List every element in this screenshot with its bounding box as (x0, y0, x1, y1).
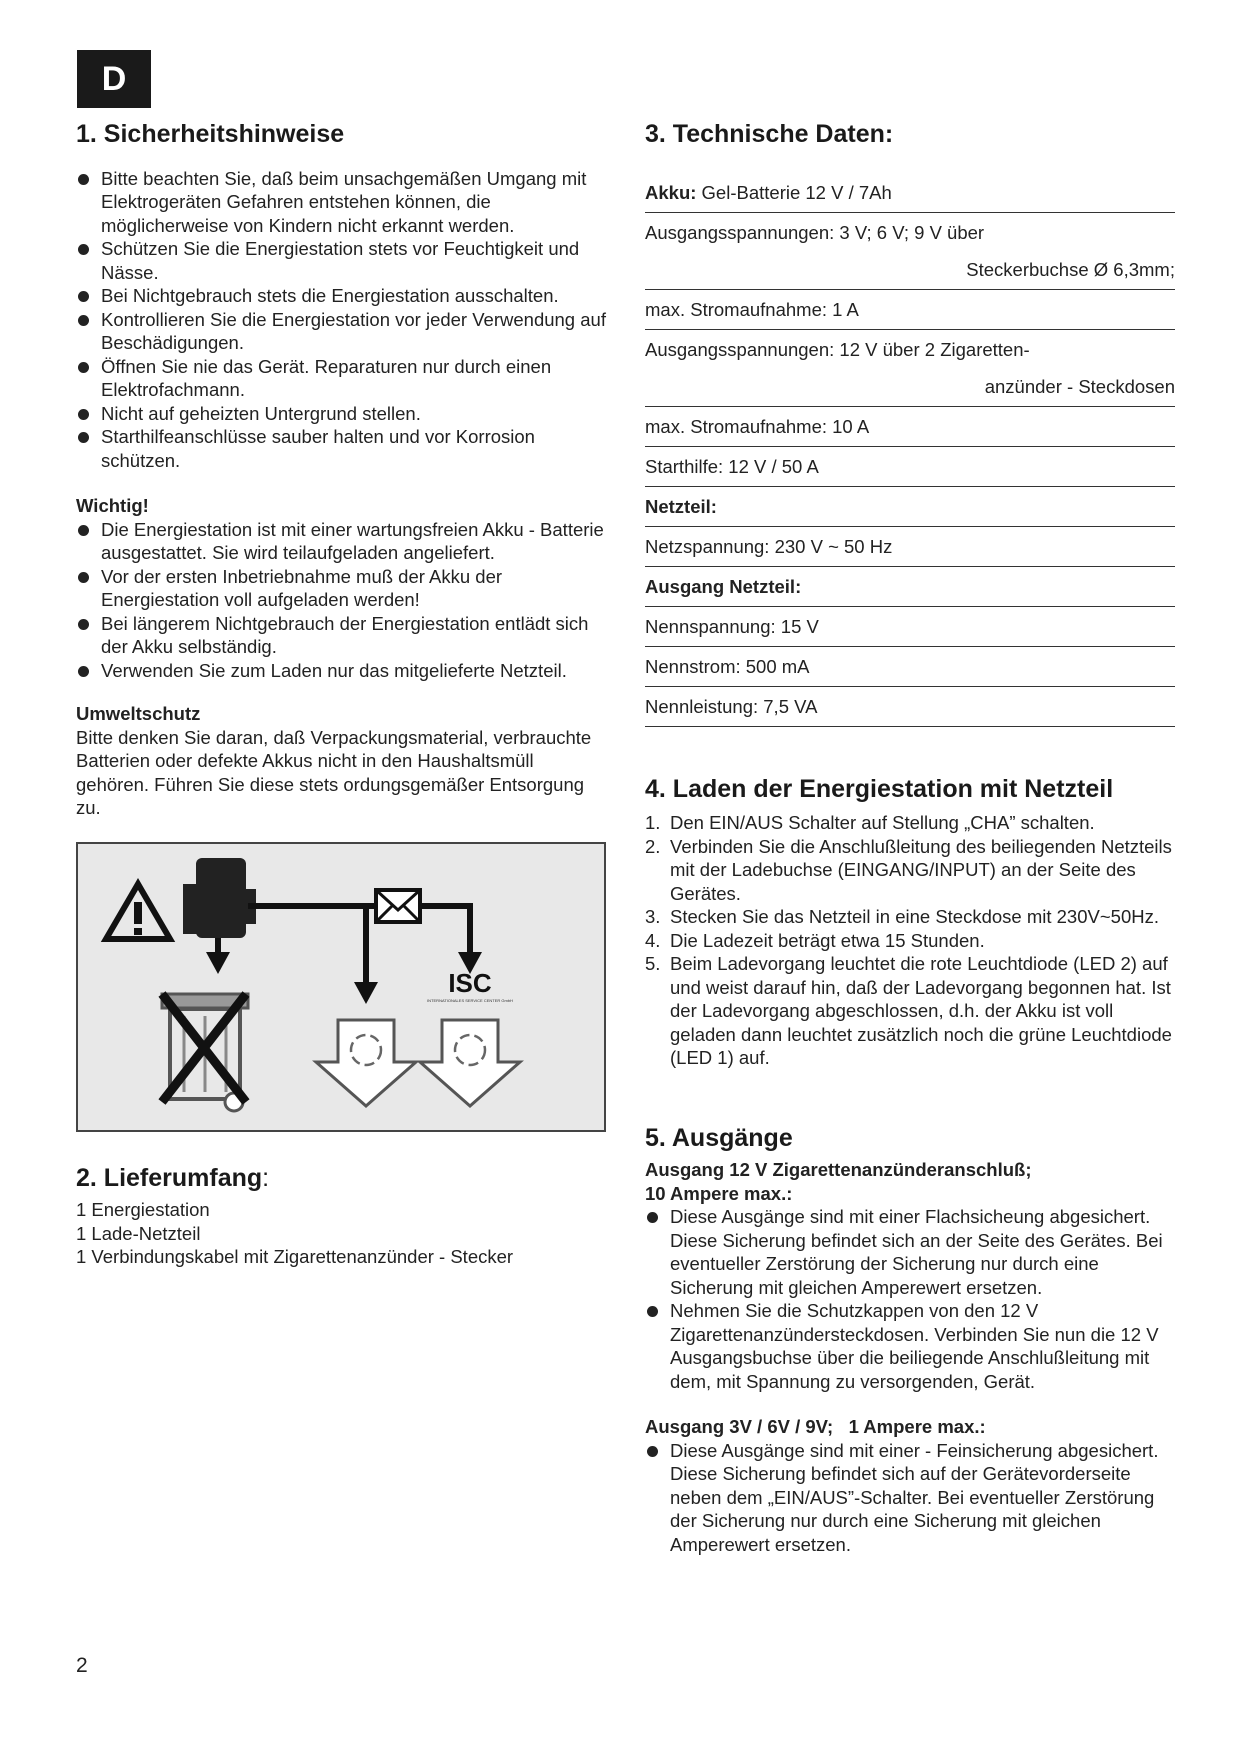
list-item: Verwenden Sie zum Laden nur das mitgelieferte Netzteil. (76, 659, 606, 683)
bullet-icon (647, 1446, 658, 1457)
spec-row: max. Stromaufnahme: 1 A (645, 290, 1175, 330)
logo-text: ISC (448, 967, 492, 998)
section3-title: 3. Technische Daten: (645, 120, 894, 148)
bullet-icon (647, 1306, 658, 1317)
recycle-icon (420, 1020, 520, 1106)
list-item: Starthilfeanschlüsse sauber halten und vor Korrosion schützen. (76, 425, 606, 472)
list-item: Diese Ausgänge sind mit einer Flachsicheung abgesichert. Diese Sicherung befindet sich an der Seite des Gerätes. Bei eventueller Zerstörung der Sicherung nur durch eine Sicherung mit gleichen Amperewert ersetzen. (645, 1205, 1175, 1299)
outputs-low-list (645, 1439, 1175, 1557)
spec-row: Starthilfe: 12 V / 50 A (645, 447, 1175, 487)
safety-list (76, 167, 606, 473)
device-icon (183, 858, 256, 938)
important-title: Wichtig! (76, 495, 149, 516)
list-item: Diese Ausgänge sind mit einer - Feinsicherung abgesichert. Diese Sicherung befindet sich auf der Gerätevorderseite neben dem „EIN/AUS”-Schalter. Bei eventueller Zerstörung der Sicherung nur durch eine Sicherung mit gleichen Amperewert ersetzen. (645, 1439, 1175, 1557)
outputs-12v-title: Ausgang 12 V Zigarettenanzünderanschluß; (645, 1159, 1032, 1180)
spec-row: max. Stromaufnahme: 10 A (645, 407, 1175, 447)
bullet-icon (78, 619, 89, 630)
list-item: 2. Verbinden Sie die Anschlußleitung des beiliegenden Netzteils mit der Ladebuchse (EINGANG/INPUT) an der Seite des Gerätes. (645, 835, 1172, 904)
environment-title: Umweltschutz (76, 703, 201, 724)
important-list (76, 518, 606, 683)
list-item: Bei Nichtgebrauch stets die Energiestation ausschalten. (76, 284, 606, 308)
spec-table (645, 173, 1175, 727)
crossed-bin-icon (162, 994, 248, 1111)
arrow-icon (206, 952, 230, 974)
list-item: Vor der ersten Inbetriebnahme muß der Akku der Energiestation voll aufgeladen werden! (76, 565, 606, 612)
list-item: Die Energiestation ist mit einer wartungsfreien Akku - Batterie ausgestattet. Sie wird teilaufgeladen angeliefert. (76, 518, 606, 565)
spec-row: Netzspannung: 230 V ~ 50 Hz (645, 527, 1175, 567)
bullet-icon (78, 432, 89, 443)
envelope-icon (376, 890, 420, 922)
spec-row: Akku: Gel-Batterie 12 V / 7Ah (645, 173, 1175, 213)
bullet-icon (78, 291, 89, 302)
language-tag: D (77, 50, 151, 108)
environment-text: Bitte denken Sie daran, daß Verpackungsmaterial, verbrauchte Batterien oder defekte Akkus nicht in den Haushaltsmüll gehören. Führen Sie diese stets ordungsgemäßer Entsorgung zu. (76, 726, 592, 818)
delivery-item: 1 Lade-Netzteil (76, 1222, 201, 1244)
outputs-12v-title-2: 10 Ampere max.: (645, 1182, 793, 1204)
charging-steps (645, 811, 1175, 1070)
spec-row: Ausgangsspannungen: 12 V über 2 Zigaretten- anzünder - Steckdosen (645, 330, 1175, 407)
isc-logo (427, 968, 513, 1003)
bullet-icon (78, 362, 89, 373)
list-item: Schützen Sie die Energiestation stets vor Feuchtigkeit und Nässe. (76, 237, 606, 284)
list-item: 4. Die Ladezeit beträgt etwa 15 Stunden. (645, 929, 985, 951)
bullet-icon (78, 244, 89, 255)
section2-title: 2. Lieferumfang: (76, 1163, 270, 1192)
left-column (76, 118, 606, 1269)
list-item: Nehmen Sie die Schutzkappen von den 12 V Zigarettenanzündersteckdosen. Verbinden Sie nun die 12 V Ausgangsbuchse über die beiliegende Anschlußleitung mit dem, mit Spannung zu versorgenden, Gerät. (645, 1299, 1175, 1393)
bullet-icon (78, 174, 89, 185)
section4-title: 4. Laden der Energiestation mit Netzteil (645, 774, 1114, 803)
list-item: 3. Stecken Sie das Netzteil in eine Steckdose mit 230V~50Hz. (645, 906, 1159, 927)
list-item: Nicht auf geheizten Untergrund stellen. (76, 402, 606, 426)
outputs-12v-list (645, 1205, 1175, 1393)
bullet-icon (78, 409, 89, 420)
page-number: 2 (76, 1654, 88, 1677)
delivery-item: 1 Energiestation (76, 1199, 210, 1220)
bullet-icon (78, 666, 89, 677)
section1-title: 1. Sicherheitshinweise (76, 120, 345, 148)
spec-row: Nennspannung: 15 V (645, 607, 1175, 647)
bullet-icon (78, 572, 89, 583)
list-item: Bei längerem Nichtgebrauch der Energiestation entlädt sich der Akku selbständig. (76, 612, 606, 659)
right-column (645, 118, 1175, 1556)
spec-row: Ausgangsspannungen: 3 V; 6 V; 9 V über Steckerbuchse Ø 6,3mm; (645, 213, 1175, 290)
spec-row: Nennstrom: 500 mA (645, 647, 1175, 687)
bullet-icon (78, 315, 89, 326)
bullet-icon (647, 1212, 658, 1223)
warning-triangle-icon (106, 884, 170, 939)
spec-row: Ausgang Netzteil: (645, 567, 1175, 607)
list-item: 5. Beim Ladevorgang leuchtet die rote Leuchtdiode (LED 2) auf und weist darauf hin, daß der Ladevorgang begonnen hat. Ist der Ladevorgang abgeschlossen, d.h. der Akku ist voll geladen dann leuchtet zusätzlich noch die grüne Leuchtdiode (LED 1) auf. (645, 953, 1172, 1068)
disposal-diagram (78, 844, 604, 1130)
delivery-item: 1 Verbindungskabel mit Zigarettenanzünder - Stecker (76, 1246, 514, 1267)
list-item: Kontrollieren Sie die Energiestation vor jeder Verwendung auf Beschädigungen. (76, 308, 606, 355)
spec-row: Nennleistung: 7,5 VA (645, 687, 1175, 727)
recycle-icon (316, 1020, 416, 1106)
outputs-low-title: Ausgang 3V / 6V / 9V; 1 Ampere max.: (645, 1416, 986, 1437)
bullet-icon (78, 525, 89, 536)
arrow-icon (354, 982, 378, 1004)
list-item: 1. Den EIN/AUS Schalter auf Stellung „CHA” schalten. (645, 812, 1095, 833)
section5-title: 5. Ausgänge (645, 1123, 793, 1152)
list-item: Bitte beachten Sie, daß beim unsachgemäßen Umgang mit Elektrogeräten Gefahren entstehen können, die möglicherweise von Kindern nicht erkannt werden. (76, 167, 606, 238)
disposal-figure (76, 842, 606, 1132)
logo-subtext: INTERNATIONALES SERVICE CENTER GmbH (427, 997, 513, 1003)
list-item: Öffnen Sie nie das Gerät. Reparaturen nur durch einen Elektrofachmann. (76, 355, 606, 402)
spec-row: Netzteil: (645, 487, 1175, 527)
